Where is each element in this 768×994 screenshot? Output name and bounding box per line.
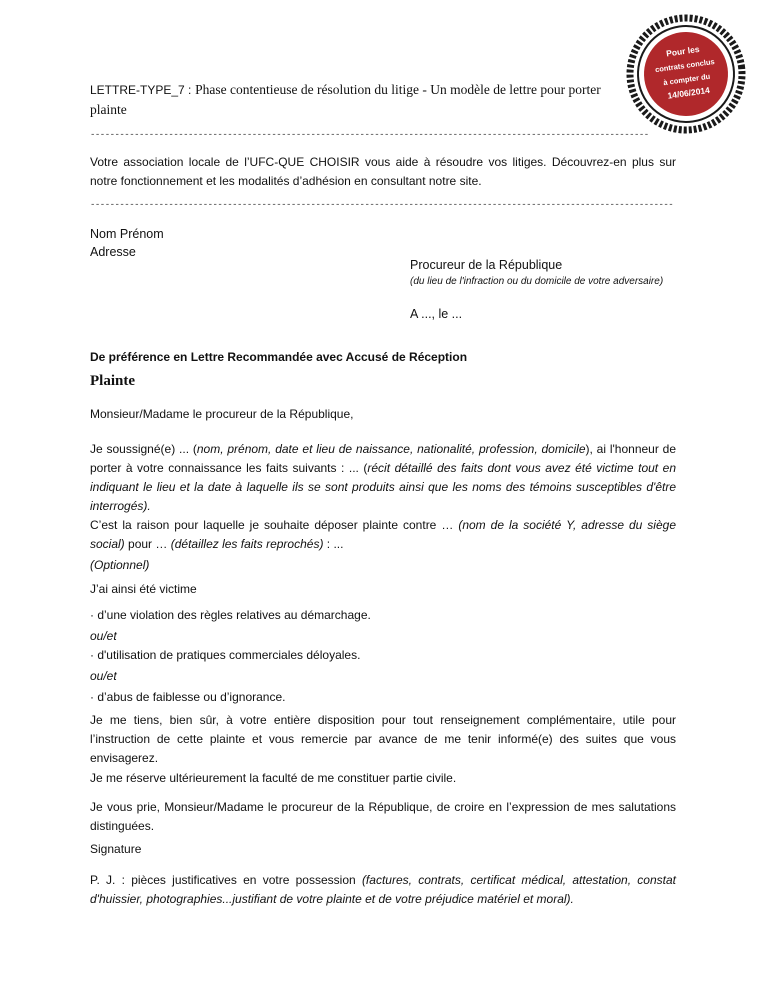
sender-address: Adresse	[90, 245, 136, 259]
p1-part-a: Je soussigné(e) ... (	[90, 442, 197, 456]
or-connector-1	[90, 627, 676, 646]
p1-part-d: récit détaillé des faits dont vous avez été victime tout en indiquant le lieu et la date à laquelle ils se sont produits ainsi que les noms des témoins susceptibles d'être interrogés).	[90, 461, 676, 513]
stamp-line-3: à compter du	[662, 71, 711, 88]
place-date: A ..., le ...	[410, 307, 463, 321]
date-stamp	[616, 14, 756, 134]
separator-line-2: -----------------------------------------------------------------------------------------------------------------------	[90, 200, 674, 210]
p2-part-a: C’est la raison pour laquelle je souhaite déposer plainte contre …	[90, 518, 459, 532]
delivery-mode: De préférence en Lettre Recommandée avec Accusé de Réception	[90, 350, 468, 364]
recipient-note: (du lieu de l'infraction ou du domicile de votre adversaire)	[410, 276, 664, 287]
pj-part-a: P. J. : pièces justificatives en votre possession	[90, 873, 362, 887]
p1-part-b: nom, prénom, date et lieu de naissance, nationalité, profession, domicile	[196, 442, 586, 456]
p1-part-c: ), ai l'honneur de porter à votre connaissance les faits suivants : ... (	[90, 442, 677, 475]
stamp-fill	[639, 27, 734, 122]
optional-label	[90, 556, 676, 575]
or-text-1: ou/et	[90, 629, 117, 643]
attachments-paragraph	[90, 871, 676, 909]
intro-text: Votre association locale de l’UFC-QUE CHOISIR vous aide à résoudre vos litiges. Découvrez-en plus sur notre fonctionnement et les modalités d’adhésion en consultant notre site.	[90, 155, 676, 188]
pj-part-b: (factures, contrats, certificat médical, attestation, constat d'huissier, photographies...justifiant de votre plainte et de votre préjudice matériel et moral).	[90, 873, 676, 906]
or-text-2: ou/et	[90, 669, 117, 683]
or-connector-2	[90, 667, 676, 686]
paragraph-closing: Je vous prie, Monsieur/Madame le procureur de la République, de croire en l’expression de mes salutations distinguées.	[90, 800, 676, 833]
optional-text: (Optionnel)	[90, 558, 150, 572]
signature: Signature	[90, 842, 142, 856]
paragraph-facts	[90, 440, 676, 516]
list-item-3: · d’abus de faiblesse ou d’ignorance.	[90, 690, 286, 704]
paragraph-complaint-target	[90, 516, 676, 554]
title-text: Phase contentieuse de résolution du litige - Un modèle de lettre pour porter plainte	[90, 82, 601, 117]
p2-part-d: (détaillez les faits reprochés)	[170, 537, 324, 551]
paragraph-availability: Je me tiens, bien sûr, à votre entière disposition pour tout renseignement complémentaire, utile pour l’instruction de cette plainte et vous remercie par avance de me tenir informé(e) des suites que vous envisagerez.	[90, 713, 676, 765]
salutation: Monsieur/Madame le procureur de la République,	[90, 407, 354, 421]
paragraph-civil-party: Je me réserve ultérieurement la faculté de me constituer partie civile.	[90, 771, 457, 785]
sender-block	[90, 225, 164, 261]
stamp-line-2: contrats conclus	[654, 56, 716, 75]
p2-part-e: : ...	[323, 537, 344, 551]
separator-line: ------------------------------------------------------------------------------------------------------------------	[90, 130, 649, 140]
p2-part-c: pour …	[124, 537, 171, 551]
recipient-title: Procureur de la République	[410, 258, 563, 272]
sender-name: Nom Prénom	[90, 227, 164, 241]
recipient-block	[410, 256, 680, 321]
list-item-2: · d'utilisation de pratiques commerciales déloyales.	[90, 648, 361, 662]
p2-part-b: (nom de la société Y, adresse du siège social)	[90, 518, 676, 551]
title-prefix: LETTRE-TYPE_7 :	[90, 83, 192, 97]
stamp-line-4: 14/06/2014	[666, 84, 711, 101]
list-item-1: · d’une violation des règles relatives au démarchage.	[90, 608, 371, 622]
subject-heading: Plainte	[90, 373, 135, 389]
stamp-line-1: Pour les	[665, 43, 701, 59]
victim-intro: J’ai ainsi été victime	[90, 582, 197, 596]
document-title	[90, 80, 610, 120]
